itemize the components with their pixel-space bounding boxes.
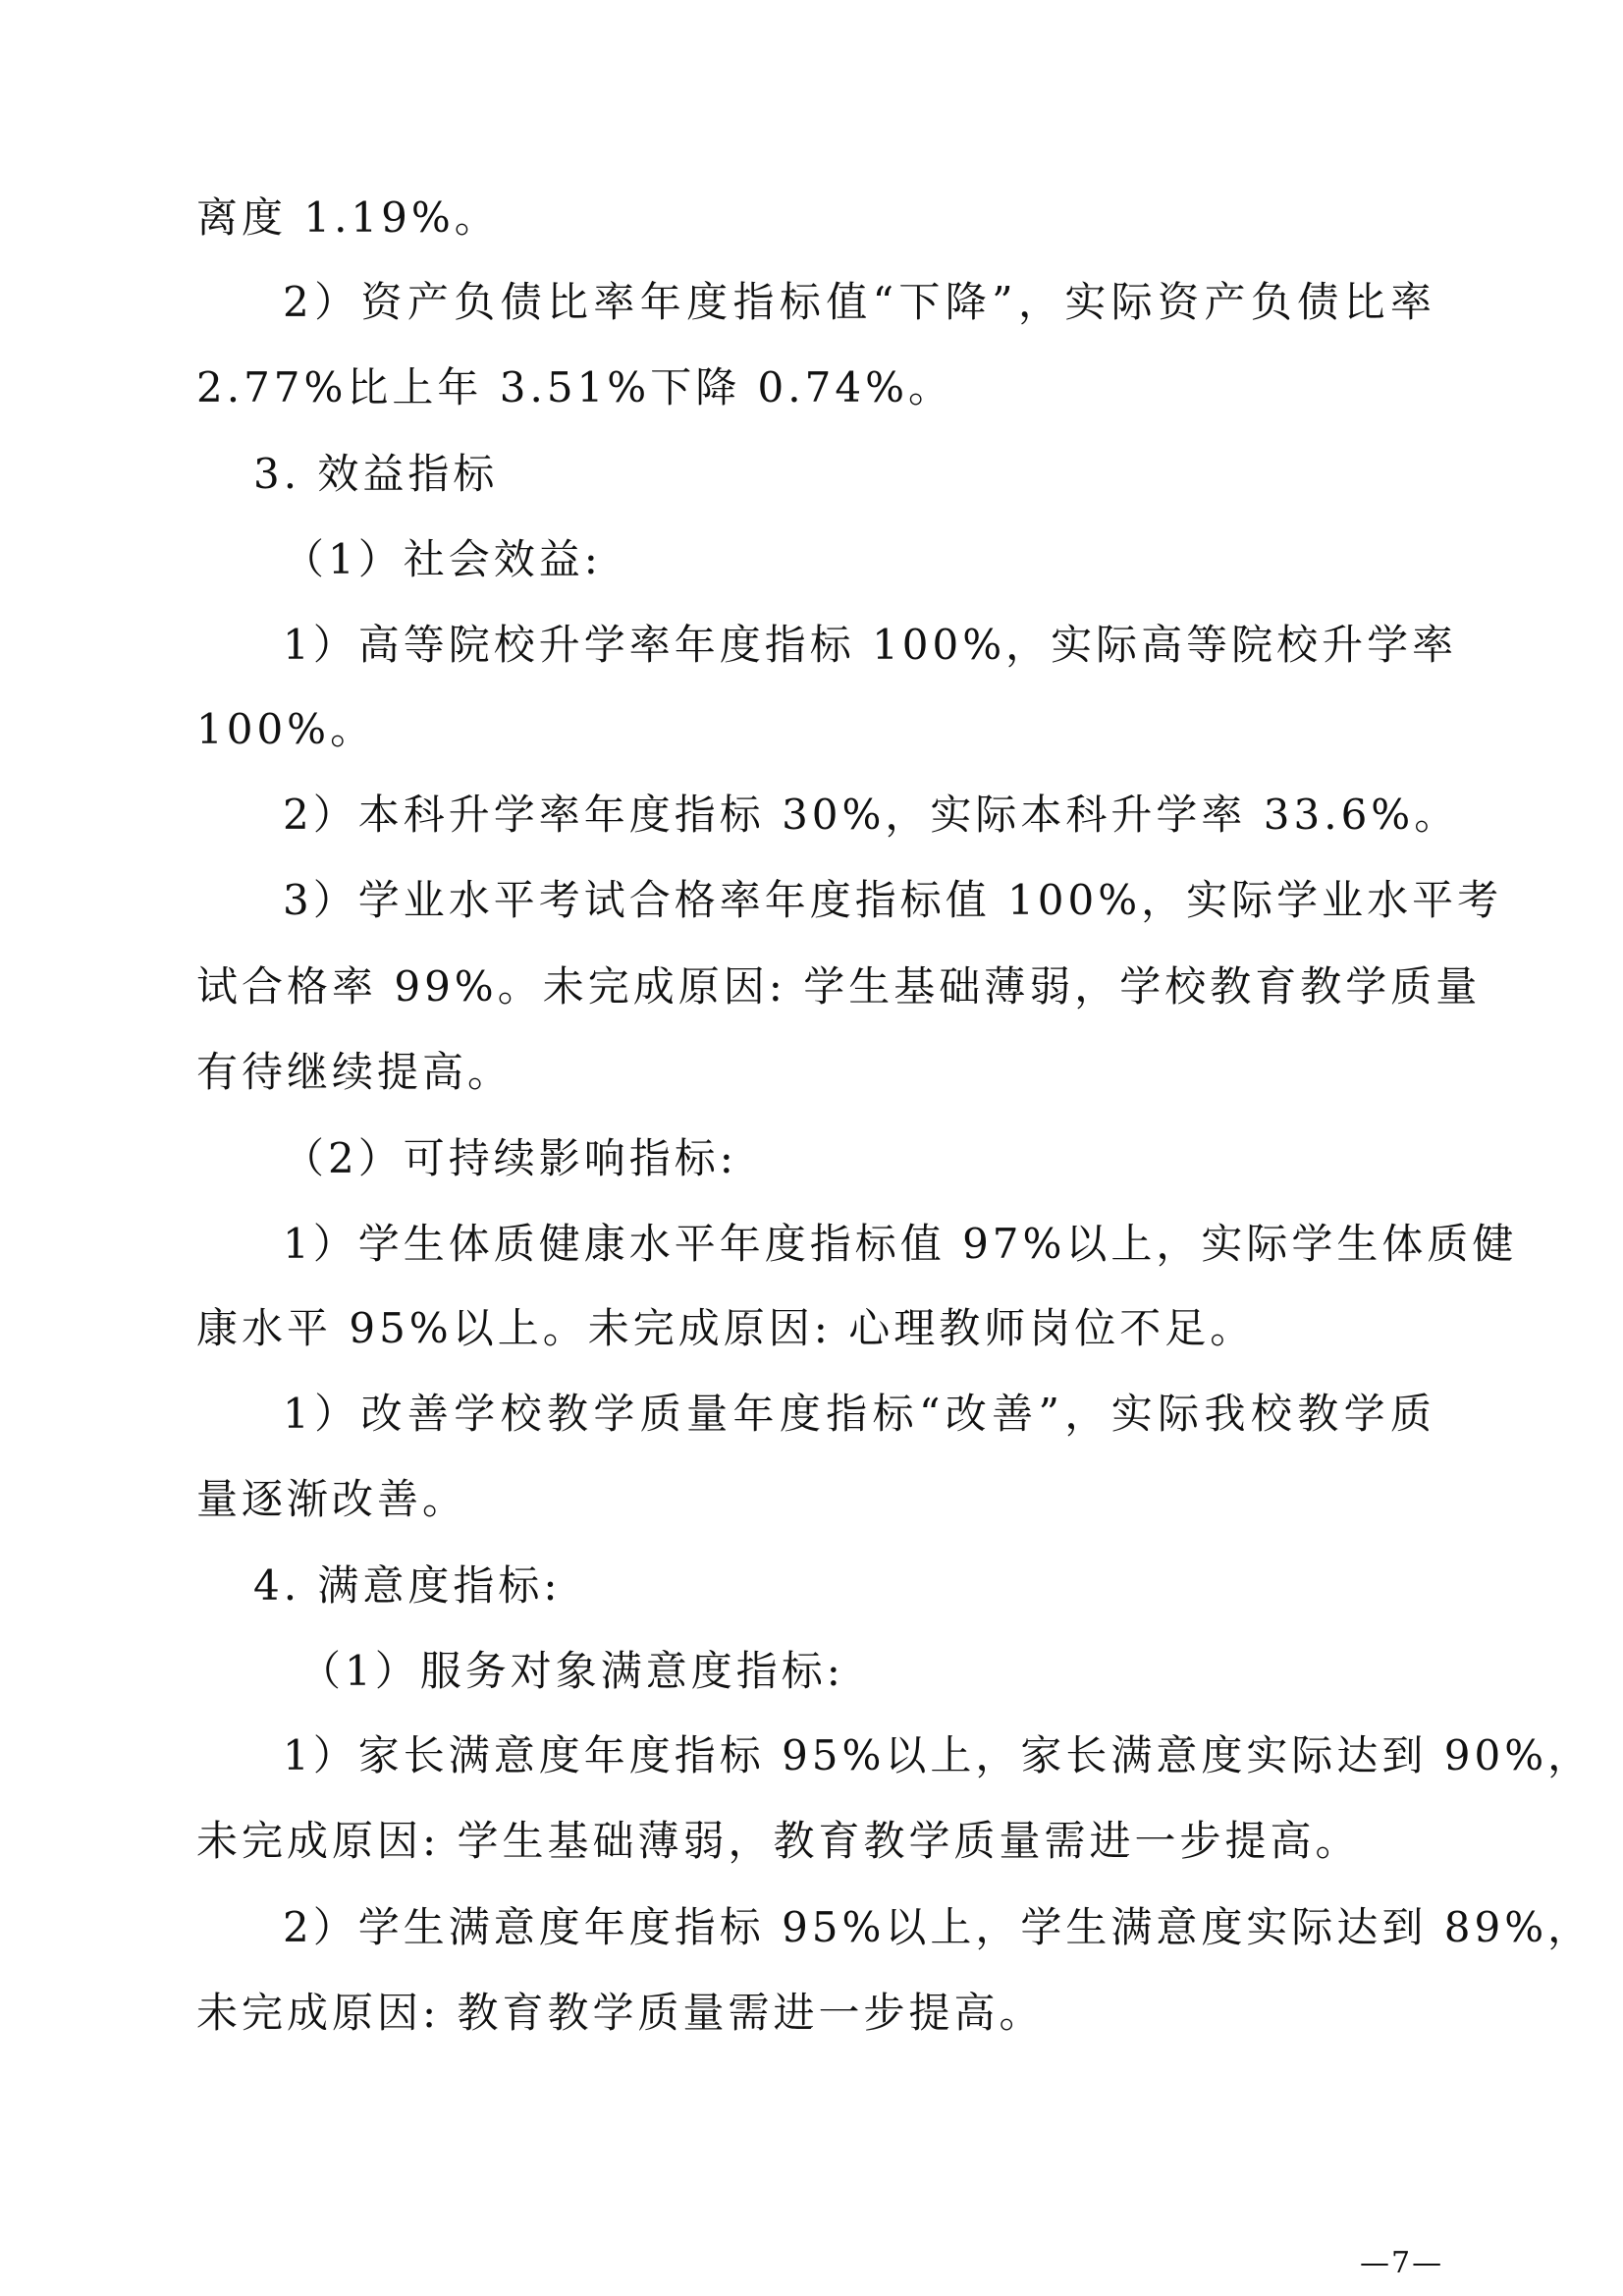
text-line-10: 试合格率 99%。未完成原因: 学生基础薄弱，学校教育教学质量 — [196, 962, 1482, 1011]
text-line-19: 1）家长满意度年度指标 95%以上，家长满意度实际达到 90%， — [283, 1731, 1594, 1779]
text-line-6: 1）高等院校升学率年度指标 100%，实际高等院校升学率 — [283, 621, 1458, 669]
section-heading-4: 4. 满意度指标: — [253, 1561, 562, 1610]
subsection-heading-1: （1）社会效益: — [283, 535, 602, 583]
text-line-21: 2）学生满意度年度指标 95%以上，学生满意度实际达到 89%， — [283, 1903, 1594, 1951]
page-number: —7— — [1360, 2246, 1444, 2280]
text-line-7: 100%。 — [196, 705, 376, 753]
text-line-1: 离度 1.19%。 — [196, 193, 500, 242]
text-line-2: 2）资产负债比率年度指标值“下降”，实际资产负债比率 — [283, 278, 1435, 326]
text-line-11: 有待继续提高。 — [196, 1048, 514, 1096]
text-line-13: 1）学生体质健康水平年度指标值 97%以上，实际学生体质健 — [283, 1220, 1518, 1268]
text-line-16: 量逐渐改善。 — [196, 1475, 468, 1523]
text-line-15: 1）改善学校教学质量年度指标“改善”，实际我校教学质 — [283, 1390, 1435, 1438]
subsection-heading-3: （1）服务对象满意度指标: — [299, 1647, 844, 1695]
text-line-8: 2）本科升学率年度指标 30%，实际本科升学率 33.6%。 — [283, 791, 1460, 839]
section-heading-3: 3. 效益指标 — [253, 450, 499, 498]
text-line-20: 未完成原因: 学生基础薄弱，教育教学质量需进一步提高。 — [196, 1817, 1361, 1865]
text-line-14: 康水平 95%以上。未完成原因: 心理教师岗位不足。 — [196, 1304, 1256, 1352]
subsection-heading-2: （2）可持续影响指标: — [283, 1134, 737, 1182]
text-line-3: 2.77%比上年 3.51%下降 0.74%。 — [196, 363, 953, 411]
text-line-22: 未完成原因: 教育教学质量需进一步提高。 — [196, 1989, 1045, 2037]
text-line-9: 3）学业水平考试合格率年度指标值 100%，实际学业水平考 — [283, 876, 1503, 924]
